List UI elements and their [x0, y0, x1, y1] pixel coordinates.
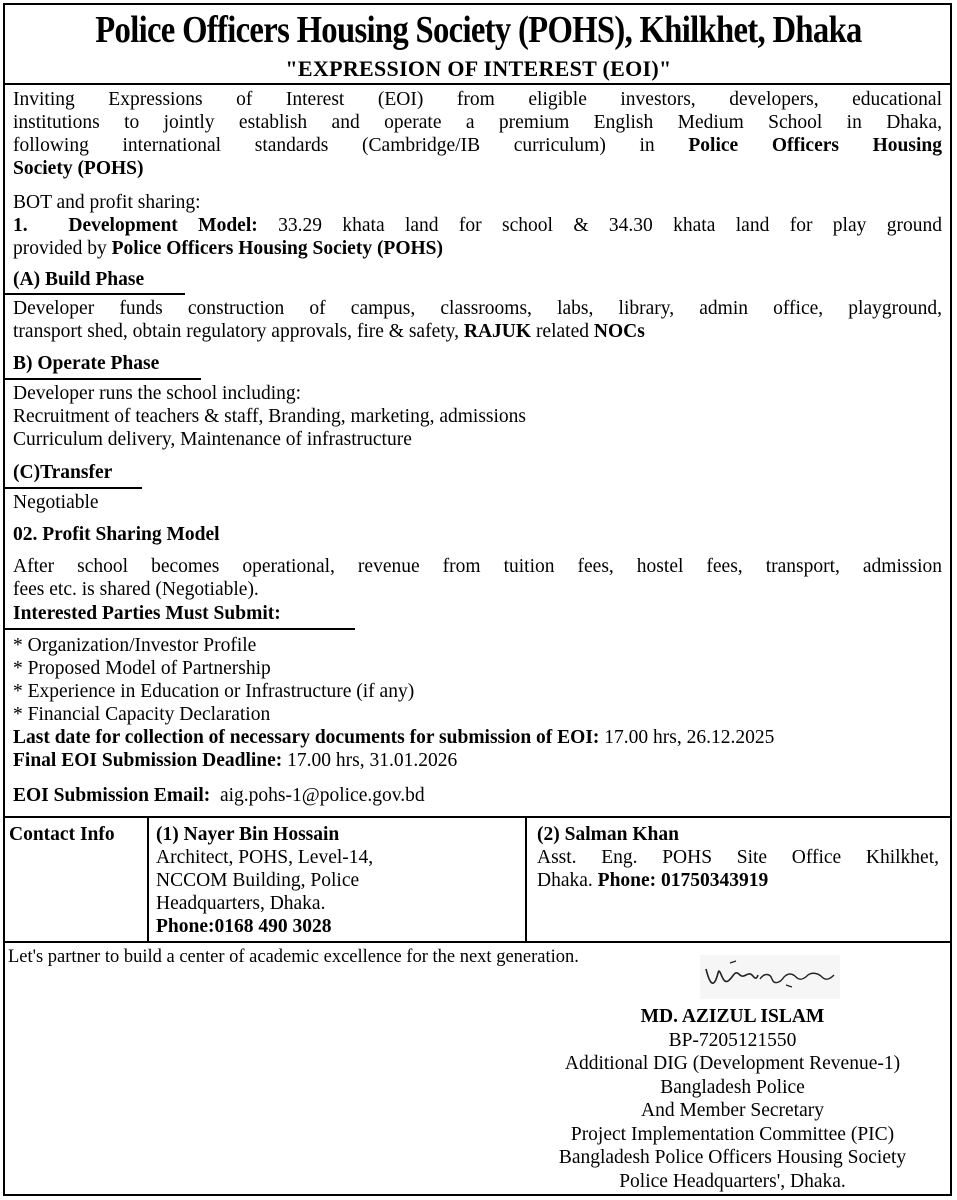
- contact-top-border: [3, 816, 952, 818]
- contact-divider-2: [525, 816, 527, 943]
- submit-heading: Interested Parties Must Submit:: [13, 603, 281, 624]
- development-model: 1. Development Model: 33.29 khata land for school & 34.30 khata land for play ground provided by Police Officers Housing Society (POHS): [13, 215, 943, 259]
- contact-person-2: (2) Salman Khan Asst. Eng. POHS Site Office Khilkhet, Dhaka. Phone: 01750343919: [537, 824, 939, 891]
- operate-phase-text: Developer runs the school including: Recruitment of teachers & staff, Branding, marketing, admissions Curriculum delivery, Maintenance of infrastructure: [13, 383, 527, 450]
- profit-sharing-text: After school becomes operational, revenue from tuition fees, hostel fees, transport, admission fees etc. is shared (Negotiable).: [13, 556, 942, 600]
- submit-underline: [3, 628, 355, 630]
- build-phase-underline: [3, 293, 185, 295]
- operate-phase-underline: [3, 378, 201, 380]
- intro-line: Inviting Expressions of Interest (EOI) from eligible investors, developers, educational: [13, 89, 942, 110]
- contact-person-1: (1) Nayer Bin Hossain Architect, POHS, Level-14, NCCOM Building, Police Headquarters, Dhaka. Phone:0168 490 3028: [156, 823, 516, 938]
- phone-number[interactable]: Phone: 01750343919: [597, 870, 769, 891]
- intro-line: following international standards (Cambridge/IB curriculum) in Police Officers Housing: [13, 135, 943, 156]
- page-title: Police Officers Housing Society (POHS), Khilkhet, Dhaka: [95, 9, 862, 51]
- contact-bottom-border: [3, 941, 952, 943]
- transfer-text: Negotiable: [13, 492, 99, 513]
- intro-line: Society (POHS): [13, 158, 144, 179]
- email-line: EOI Submission Email: aig.pohs-1@police.gov.bd: [13, 785, 425, 806]
- build-phase-heading: (A) Build Phase: [13, 269, 145, 290]
- signature-image: [700, 955, 840, 999]
- email-link[interactable]: aig.pohs-1@police.gov.bd: [219, 785, 425, 806]
- transfer-heading: (C)Transfer: [13, 462, 113, 483]
- tagline: Let's partner to build a center of academic excellence for the next generation.: [8, 947, 579, 967]
- header-divider: [3, 83, 952, 85]
- list-item: * Proposed Model of Partnership: [13, 658, 271, 679]
- operate-phase-heading: B) Operate Phase: [13, 353, 160, 374]
- profit-sharing-heading: 02. Profit Sharing Model: [13, 524, 220, 545]
- list-item: * Experience in Education or Infrastructure (if any): [13, 681, 415, 702]
- list-item: * Organization/Investor Profile: [13, 635, 257, 656]
- contact-divider-1: [147, 816, 149, 943]
- list-item: * Financial Capacity Declaration: [13, 704, 271, 725]
- signatory-block: MD. AZIZUL ISLAM BP-7205121550 Additional DIG (Development Revenue-1) Bangladesh Police And Member Secretary Project Implementation Committee (PIC) Bangladesh Police Officers Housing Society Police Headquarters', Dhaka.: [520, 1005, 945, 1193]
- build-phase-text: Developer funds construction of campus, classrooms, labs, library, admin office, playground, transport shed, obtain regulatory approvals, fire & safety, RAJUK related NOCs: [13, 298, 942, 342]
- transfer-underline: [3, 487, 142, 489]
- contact-label: Contact Info: [9, 824, 115, 845]
- final-deadline-line: Final EOI Submission Deadline: 17.00 hrs, 31.01.2026: [13, 750, 458, 771]
- intro-paragraph: [13, 88, 942, 180]
- last-date-line: Last date for collection of necessary documents for submission of EOI: 17.00 hrs, 26.12.2025: [13, 727, 775, 748]
- phone-number[interactable]: Phone:0168 490 3028: [156, 916, 332, 937]
- bot-label: BOT and profit sharing:: [13, 192, 201, 213]
- page-subtitle: "EXPRESSION OF INTEREST (EOI)": [285, 56, 672, 81]
- intro-line: institutions to jointly establish and operate a premium English Medium School in Dhaka,: [13, 112, 942, 133]
- signatory-name: MD. AZIZUL ISLAM: [640, 1006, 825, 1027]
- submit-list: [13, 634, 942, 772]
